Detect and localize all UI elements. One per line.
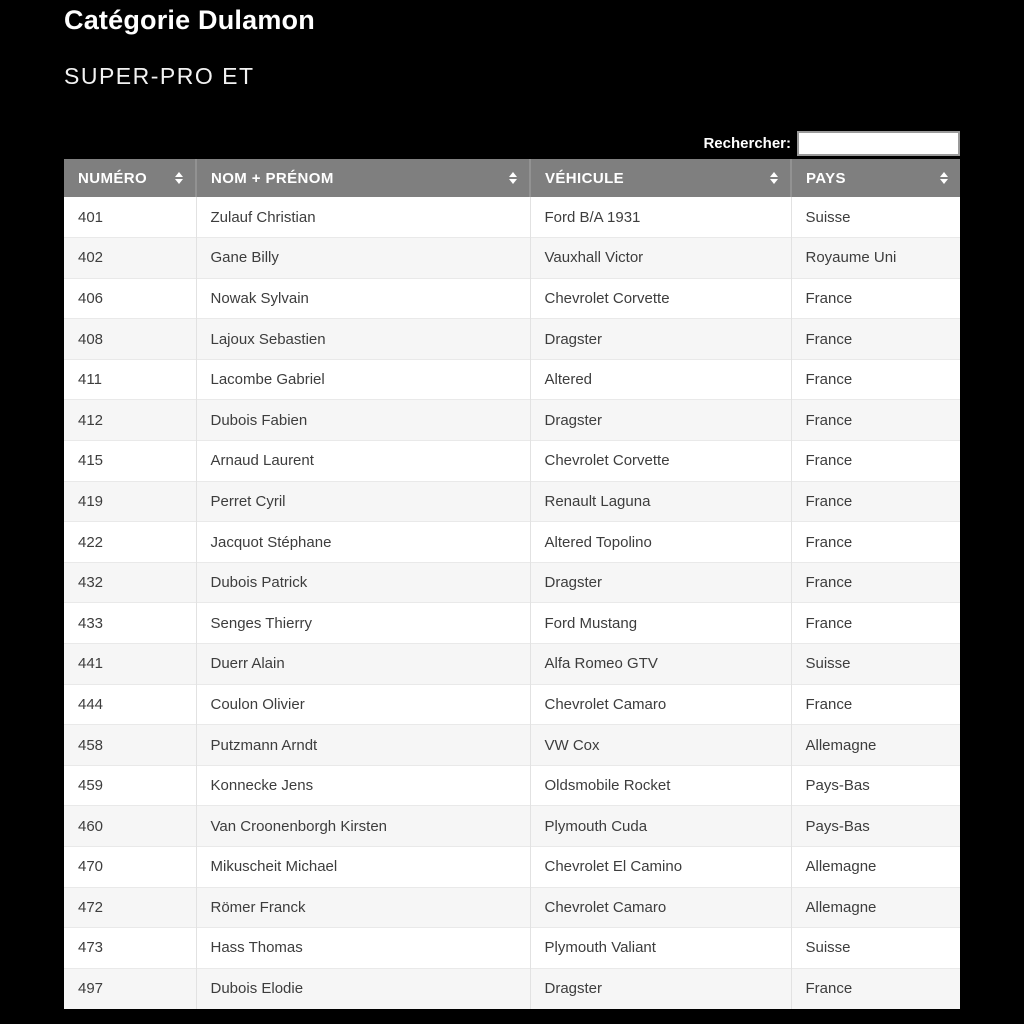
- column-header-label: PAYS: [806, 169, 846, 187]
- cell-pays: France: [791, 481, 960, 522]
- cell-vehicule: Chevrolet El Camino: [530, 847, 791, 888]
- category-subtitle: SUPER-PRO ET: [64, 63, 255, 89]
- cell-nom-prenom: Lacombe Gabriel: [196, 359, 530, 400]
- cell-nom-prenom: Lajoux Sebastien: [196, 319, 530, 360]
- sort-both-icon: [175, 172, 183, 184]
- table-row: [64, 928, 960, 969]
- table-row: [64, 644, 960, 685]
- results-table: [64, 159, 960, 1009]
- table-row: [64, 359, 960, 400]
- sort-both-icon: [940, 172, 948, 184]
- cell-pays: Suisse: [791, 644, 960, 685]
- cell-numero: 415: [64, 441, 196, 482]
- cell-pays: Royaume Uni: [791, 238, 960, 279]
- cell-nom-prenom: Hass Thomas: [196, 928, 530, 969]
- cell-vehicule: Plymouth Valiant: [530, 928, 791, 969]
- cell-vehicule: Alfa Romeo GTV: [530, 644, 791, 685]
- cell-numero: 408: [64, 319, 196, 360]
- cell-numero: 497: [64, 968, 196, 1009]
- search-bar: [64, 131, 960, 156]
- cell-vehicule: VW Cox: [530, 725, 791, 766]
- column-header-numero[interactable]: [64, 159, 196, 197]
- table-row: [64, 562, 960, 603]
- cell-nom-prenom: Nowak Sylvain: [196, 278, 530, 319]
- cell-vehicule: Plymouth Cuda: [530, 806, 791, 847]
- cell-vehicule: Ford B/A 1931: [530, 197, 791, 238]
- cell-numero: 432: [64, 562, 196, 603]
- cell-nom-prenom: Dubois Elodie: [196, 968, 530, 1009]
- column-header-label: VÉHICULE: [545, 169, 625, 187]
- cell-vehicule: Dragster: [530, 400, 791, 441]
- table-row: [64, 522, 960, 563]
- column-header-vehicule[interactable]: [530, 159, 791, 197]
- cell-numero: 401: [64, 197, 196, 238]
- table-header: [64, 159, 960, 197]
- cell-numero: 433: [64, 603, 196, 644]
- cell-pays: Allemagne: [791, 847, 960, 888]
- cell-pays: Allemagne: [791, 887, 960, 928]
- cell-nom-prenom: Dubois Fabien: [196, 400, 530, 441]
- table-row: [64, 806, 960, 847]
- cell-numero: 460: [64, 806, 196, 847]
- cell-numero: 402: [64, 238, 196, 279]
- cell-vehicule: Chevrolet Camaro: [530, 887, 791, 928]
- cell-numero: 444: [64, 684, 196, 725]
- cell-nom-prenom: Jacquot Stéphane: [196, 522, 530, 563]
- cell-pays: France: [791, 562, 960, 603]
- cell-nom-prenom: Perret Cyril: [196, 481, 530, 522]
- cell-nom-prenom: Mikuscheit Michael: [196, 847, 530, 888]
- cell-numero: 472: [64, 887, 196, 928]
- cell-nom-prenom: Arnaud Laurent: [196, 441, 530, 482]
- cell-pays: Pays-Bas: [791, 806, 960, 847]
- cell-pays: Suisse: [791, 928, 960, 969]
- table-row: [64, 400, 960, 441]
- column-header-pays[interactable]: [791, 159, 960, 197]
- page-container: [64, 0, 960, 1009]
- cell-vehicule: Altered Topolino: [530, 522, 791, 563]
- cell-pays: France: [791, 359, 960, 400]
- cell-vehicule: Dragster: [530, 562, 791, 603]
- table-row: [64, 684, 960, 725]
- cell-vehicule: Dragster: [530, 319, 791, 360]
- table-row: [64, 278, 960, 319]
- cell-nom-prenom: Coulon Olivier: [196, 684, 530, 725]
- table-row: [64, 968, 960, 1009]
- table-row: [64, 319, 960, 360]
- cell-vehicule: Altered: [530, 359, 791, 400]
- cell-nom-prenom: Duerr Alain: [196, 644, 530, 685]
- cell-pays: France: [791, 603, 960, 644]
- cell-nom-prenom: Konnecke Jens: [196, 765, 530, 806]
- cell-vehicule: Renault Laguna: [530, 481, 791, 522]
- table-row: [64, 481, 960, 522]
- cell-numero: 411: [64, 359, 196, 400]
- cell-vehicule: Dragster: [530, 968, 791, 1009]
- table-row: [64, 441, 960, 482]
- cell-pays: France: [791, 278, 960, 319]
- table-row: [64, 765, 960, 806]
- column-header-label: NOM + PRÉNOM: [211, 169, 334, 187]
- cell-pays: France: [791, 400, 960, 441]
- search-label: Rechercher:: [703, 135, 791, 152]
- cell-vehicule: Chevrolet Camaro: [530, 684, 791, 725]
- cell-pays: France: [791, 319, 960, 360]
- cell-nom-prenom: Römer Franck: [196, 887, 530, 928]
- cell-vehicule: Vauxhall Victor: [530, 238, 791, 279]
- cell-numero: 412: [64, 400, 196, 441]
- cell-numero: 422: [64, 522, 196, 563]
- cell-numero: 406: [64, 278, 196, 319]
- cell-nom-prenom: Senges Thierry: [196, 603, 530, 644]
- sort-both-icon: [770, 172, 778, 184]
- cell-pays: France: [791, 441, 960, 482]
- cell-numero: 470: [64, 847, 196, 888]
- cell-nom-prenom: Zulauf Christian: [196, 197, 530, 238]
- sort-both-icon: [509, 172, 517, 184]
- cell-nom-prenom: Dubois Patrick: [196, 562, 530, 603]
- table-row: [64, 887, 960, 928]
- cell-pays: Pays-Bas: [791, 765, 960, 806]
- table-row: [64, 238, 960, 279]
- cell-numero: 458: [64, 725, 196, 766]
- search-input[interactable]: [797, 131, 960, 156]
- cell-vehicule: Oldsmobile Rocket: [530, 765, 791, 806]
- column-header-label: NUMÉRO: [78, 169, 148, 187]
- cell-nom-prenom: Van Croonenborgh Kirsten: [196, 806, 530, 847]
- cell-pays: France: [791, 684, 960, 725]
- table-row: [64, 725, 960, 766]
- table-row: [64, 847, 960, 888]
- cell-vehicule: Chevrolet Corvette: [530, 278, 791, 319]
- column-header-nom[interactable]: [196, 159, 530, 197]
- cell-numero: 473: [64, 928, 196, 969]
- table-row: [64, 197, 960, 238]
- cell-pays: Allemagne: [791, 725, 960, 766]
- cell-numero: 419: [64, 481, 196, 522]
- cell-nom-prenom: Gane Billy: [196, 238, 530, 279]
- cell-vehicule: Chevrolet Corvette: [530, 441, 791, 482]
- cell-vehicule: Ford Mustang: [530, 603, 791, 644]
- cell-numero: 441: [64, 644, 196, 685]
- cell-pays: France: [791, 968, 960, 1009]
- cell-pays: France: [791, 522, 960, 563]
- table-row: [64, 603, 960, 644]
- cell-pays: Suisse: [791, 197, 960, 238]
- cell-numero: 459: [64, 765, 196, 806]
- cell-nom-prenom: Putzmann Arndt: [196, 725, 530, 766]
- page-title: Catégorie Dulamon: [64, 5, 315, 35]
